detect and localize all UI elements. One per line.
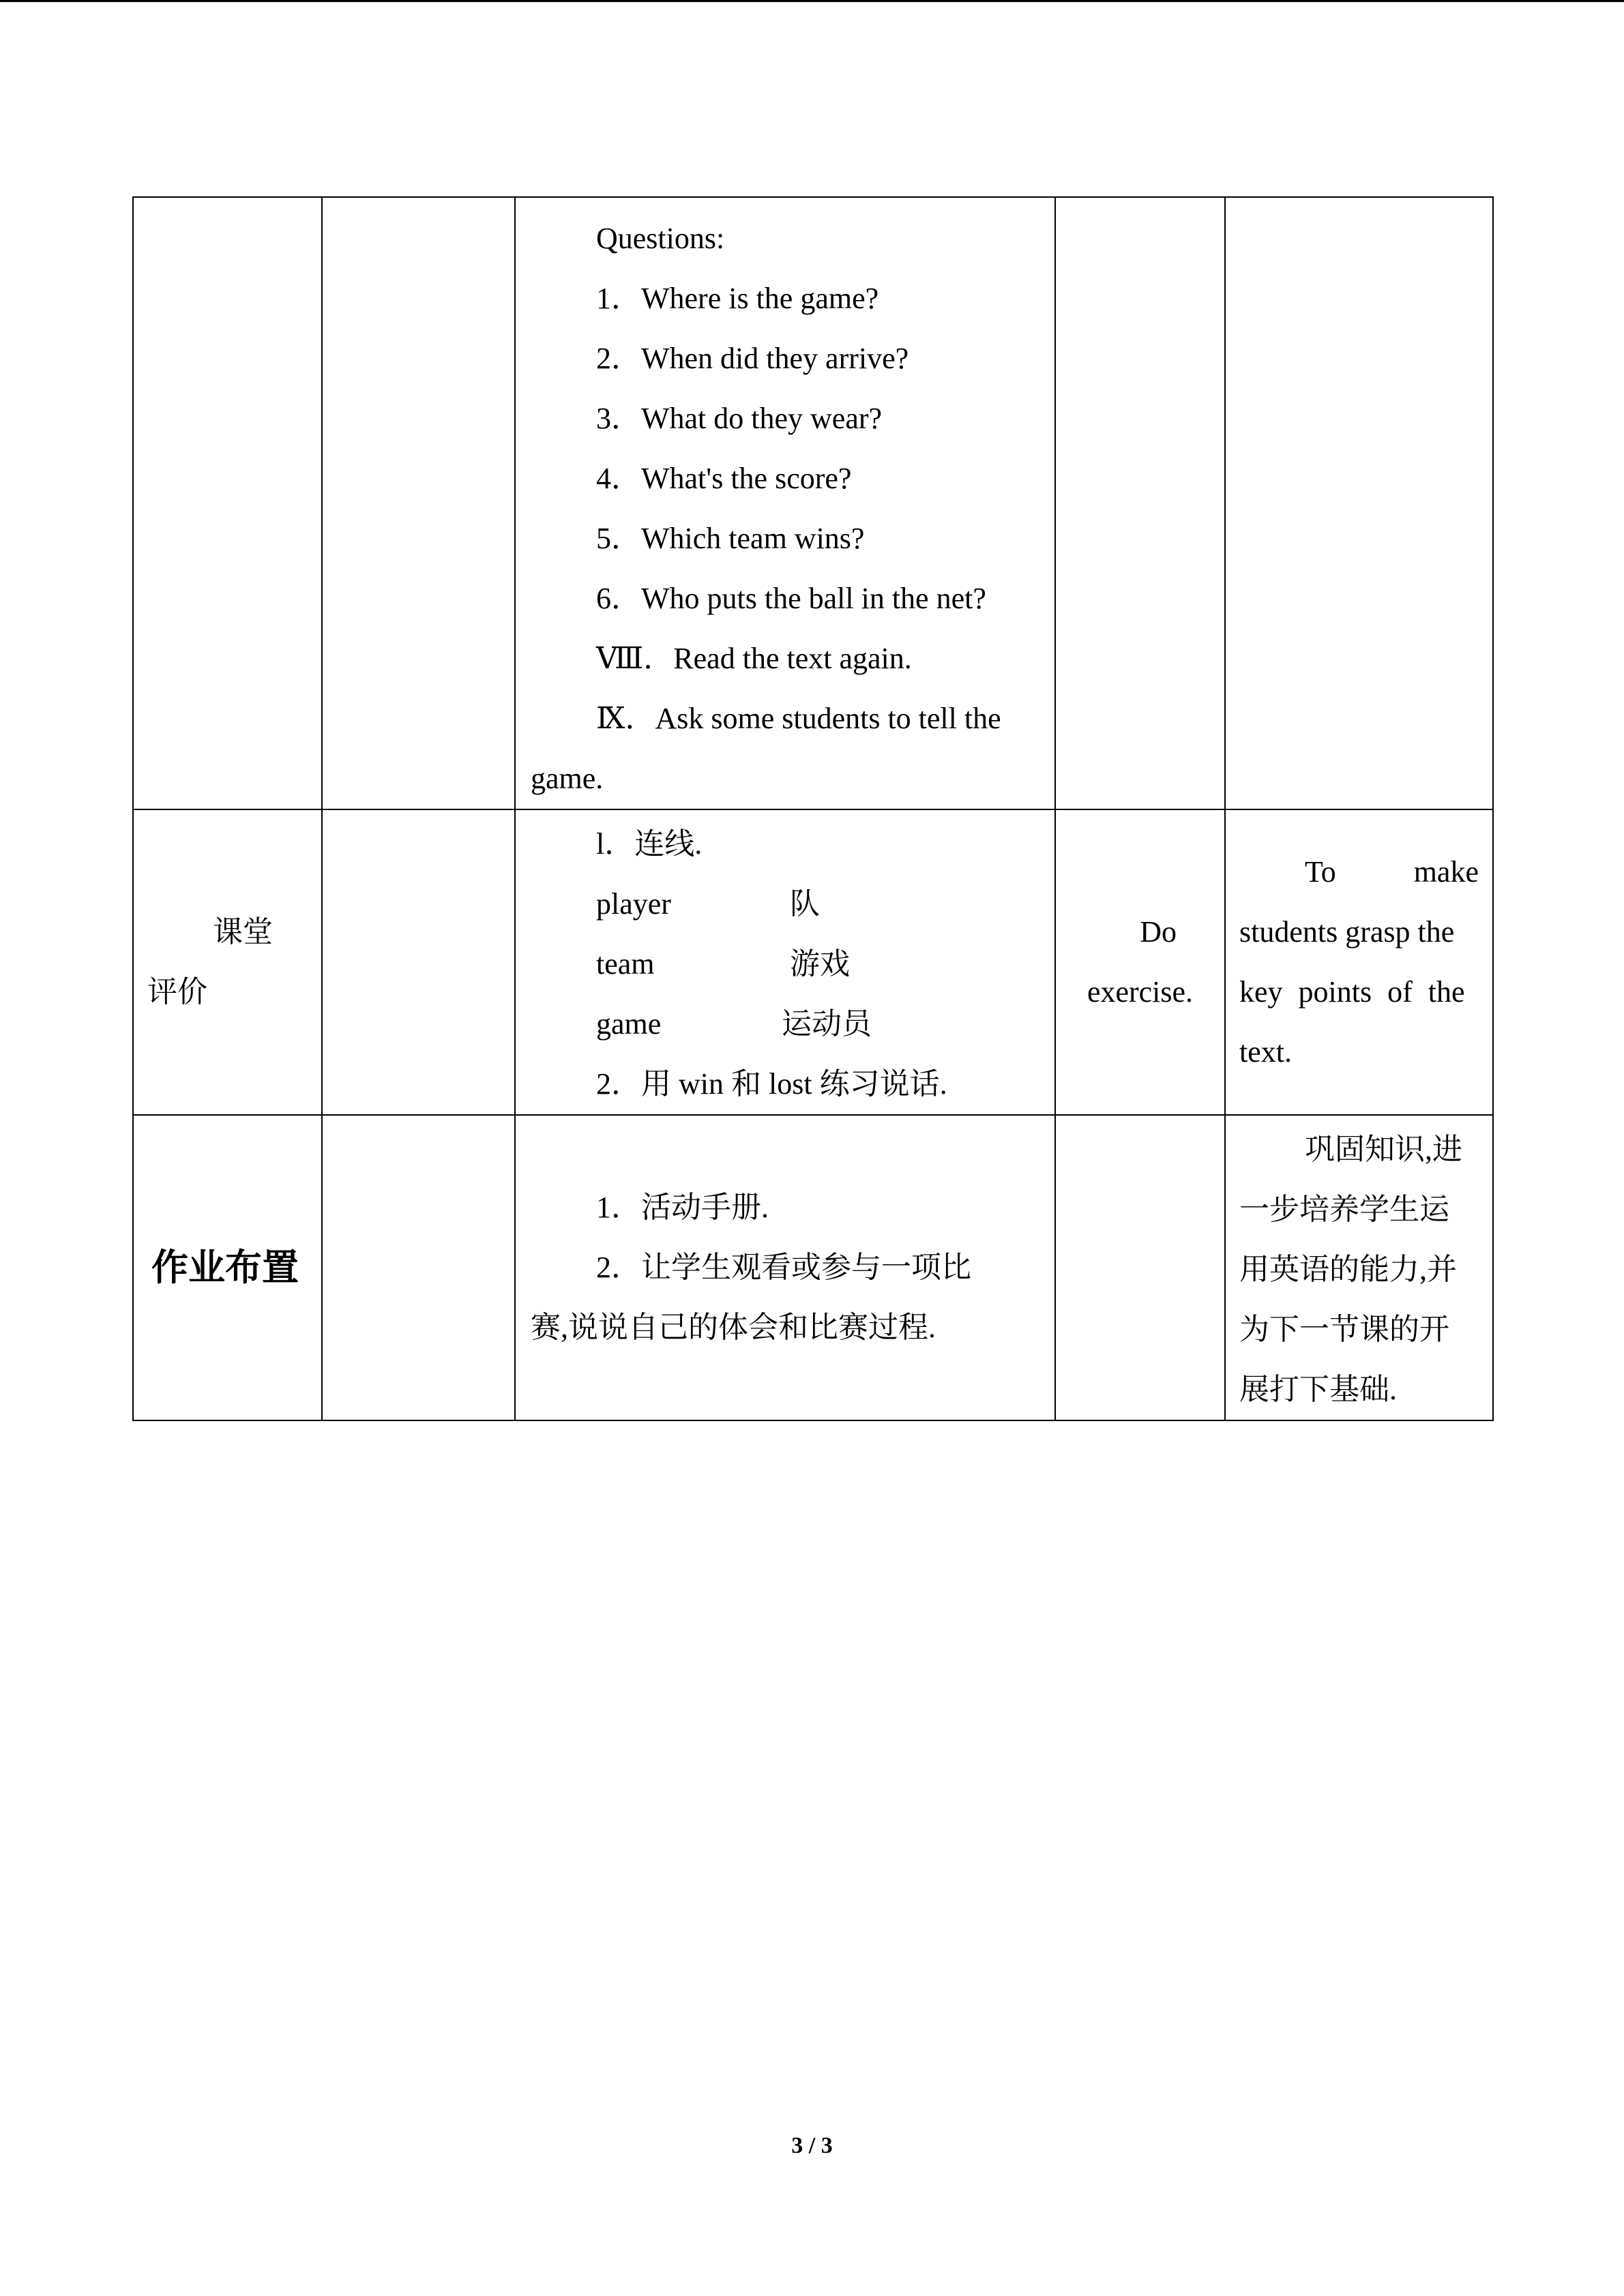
- lesson-plan-table: [132, 196, 1494, 1421]
- content-cell-homework: [515, 1115, 1055, 1420]
- question-1: 1．Where is the game?: [596, 282, 879, 315]
- purpose-hw-line5: 展打下基础.: [1239, 1373, 1397, 1406]
- purpose-hw-line3: 用英语的能力,并: [1239, 1253, 1457, 1286]
- content-cell-matching: [515, 809, 1055, 1115]
- purpose-hw-line2: 一步培养学生运: [1239, 1193, 1449, 1226]
- homework-line3: 赛,说说自己的体会和比赛过程.: [531, 1311, 936, 1344]
- question-5: 5．Which team wins?: [596, 522, 865, 555]
- label-homework: 作业布置: [151, 1246, 299, 1289]
- purpose-cell-grasp: [1225, 809, 1493, 1115]
- purpose-hw-line1: 巩固知识,进: [1305, 1133, 1462, 1166]
- purpose-word-to: To: [1305, 855, 1336, 889]
- pair-chinese: 队: [790, 887, 820, 921]
- step-ix: Ⅸ．Ask some students to tell the: [596, 702, 1001, 735]
- label-cell-empty: [133, 197, 322, 809]
- purpose-hw-line4: 为下一节课的开: [1239, 1313, 1449, 1346]
- purpose-cell-homework: [1225, 1115, 1493, 1420]
- activity-line2: exercise.: [1087, 975, 1194, 1009]
- top-border-line: [0, 0, 1624, 2]
- label-evaluation-line1: 课堂: [213, 915, 273, 949]
- step-ix-continued: game.: [531, 762, 604, 795]
- table-row-evaluation: [133, 809, 1493, 1115]
- method-cell-empty: [322, 1115, 515, 1420]
- pair-word: game: [596, 1007, 662, 1041]
- practice-line: 2．用 win 和 lost 练习说话.: [596, 1067, 947, 1101]
- content-cell-questions: [515, 197, 1055, 809]
- label-cell-evaluation: [133, 809, 322, 1115]
- pair-chinese: 运动员: [782, 1007, 872, 1041]
- purpose-line2: students grasp the: [1239, 915, 1455, 949]
- homework-line1: 1．活动手册.: [596, 1191, 769, 1224]
- step-viii: Ⅷ．Read the text again.: [596, 642, 912, 675]
- table-row-homework: [133, 1115, 1493, 1420]
- method-cell-empty: [322, 809, 515, 1115]
- question-4: 4．What's the score?: [596, 462, 852, 495]
- pair-word: team: [596, 947, 655, 981]
- activity-line1: Do: [1140, 915, 1177, 949]
- activity-cell-exercise: [1055, 809, 1225, 1115]
- method-cell-empty: [322, 197, 515, 809]
- question-6: 6．Who puts the ball in the net?: [596, 582, 986, 615]
- homework-line2: 2．让学生观看或参与一项比: [596, 1251, 971, 1284]
- matching-pair-2: [531, 934, 1041, 994]
- question-3: 3．What do they wear?: [596, 402, 883, 435]
- pair-word: player: [596, 887, 671, 921]
- label-cell-homework: [133, 1115, 322, 1420]
- activity-cell-empty: [1055, 1115, 1225, 1420]
- purpose-line3: key points of the: [1239, 975, 1465, 1009]
- activity-cell-empty: [1055, 197, 1225, 809]
- purpose-cell-empty: [1225, 197, 1493, 809]
- purpose-line4: text.: [1239, 1035, 1292, 1069]
- page-number: 3 / 3: [791, 2133, 833, 2158]
- purpose-line1: [1239, 842, 1479, 902]
- matching-title: l．连线.: [596, 827, 703, 861]
- table-row-questions: [133, 197, 1493, 809]
- pair-chinese: 游戏: [790, 947, 850, 981]
- questions-heading: Questions:: [596, 222, 725, 255]
- label-evaluation-line2: 评价: [147, 975, 207, 1009]
- purpose-word-make: make: [1413, 855, 1479, 889]
- question-2: 2．When did they arrive?: [596, 342, 909, 375]
- matching-pair-1: [531, 874, 1041, 934]
- matching-pair-3: [531, 994, 1041, 1054]
